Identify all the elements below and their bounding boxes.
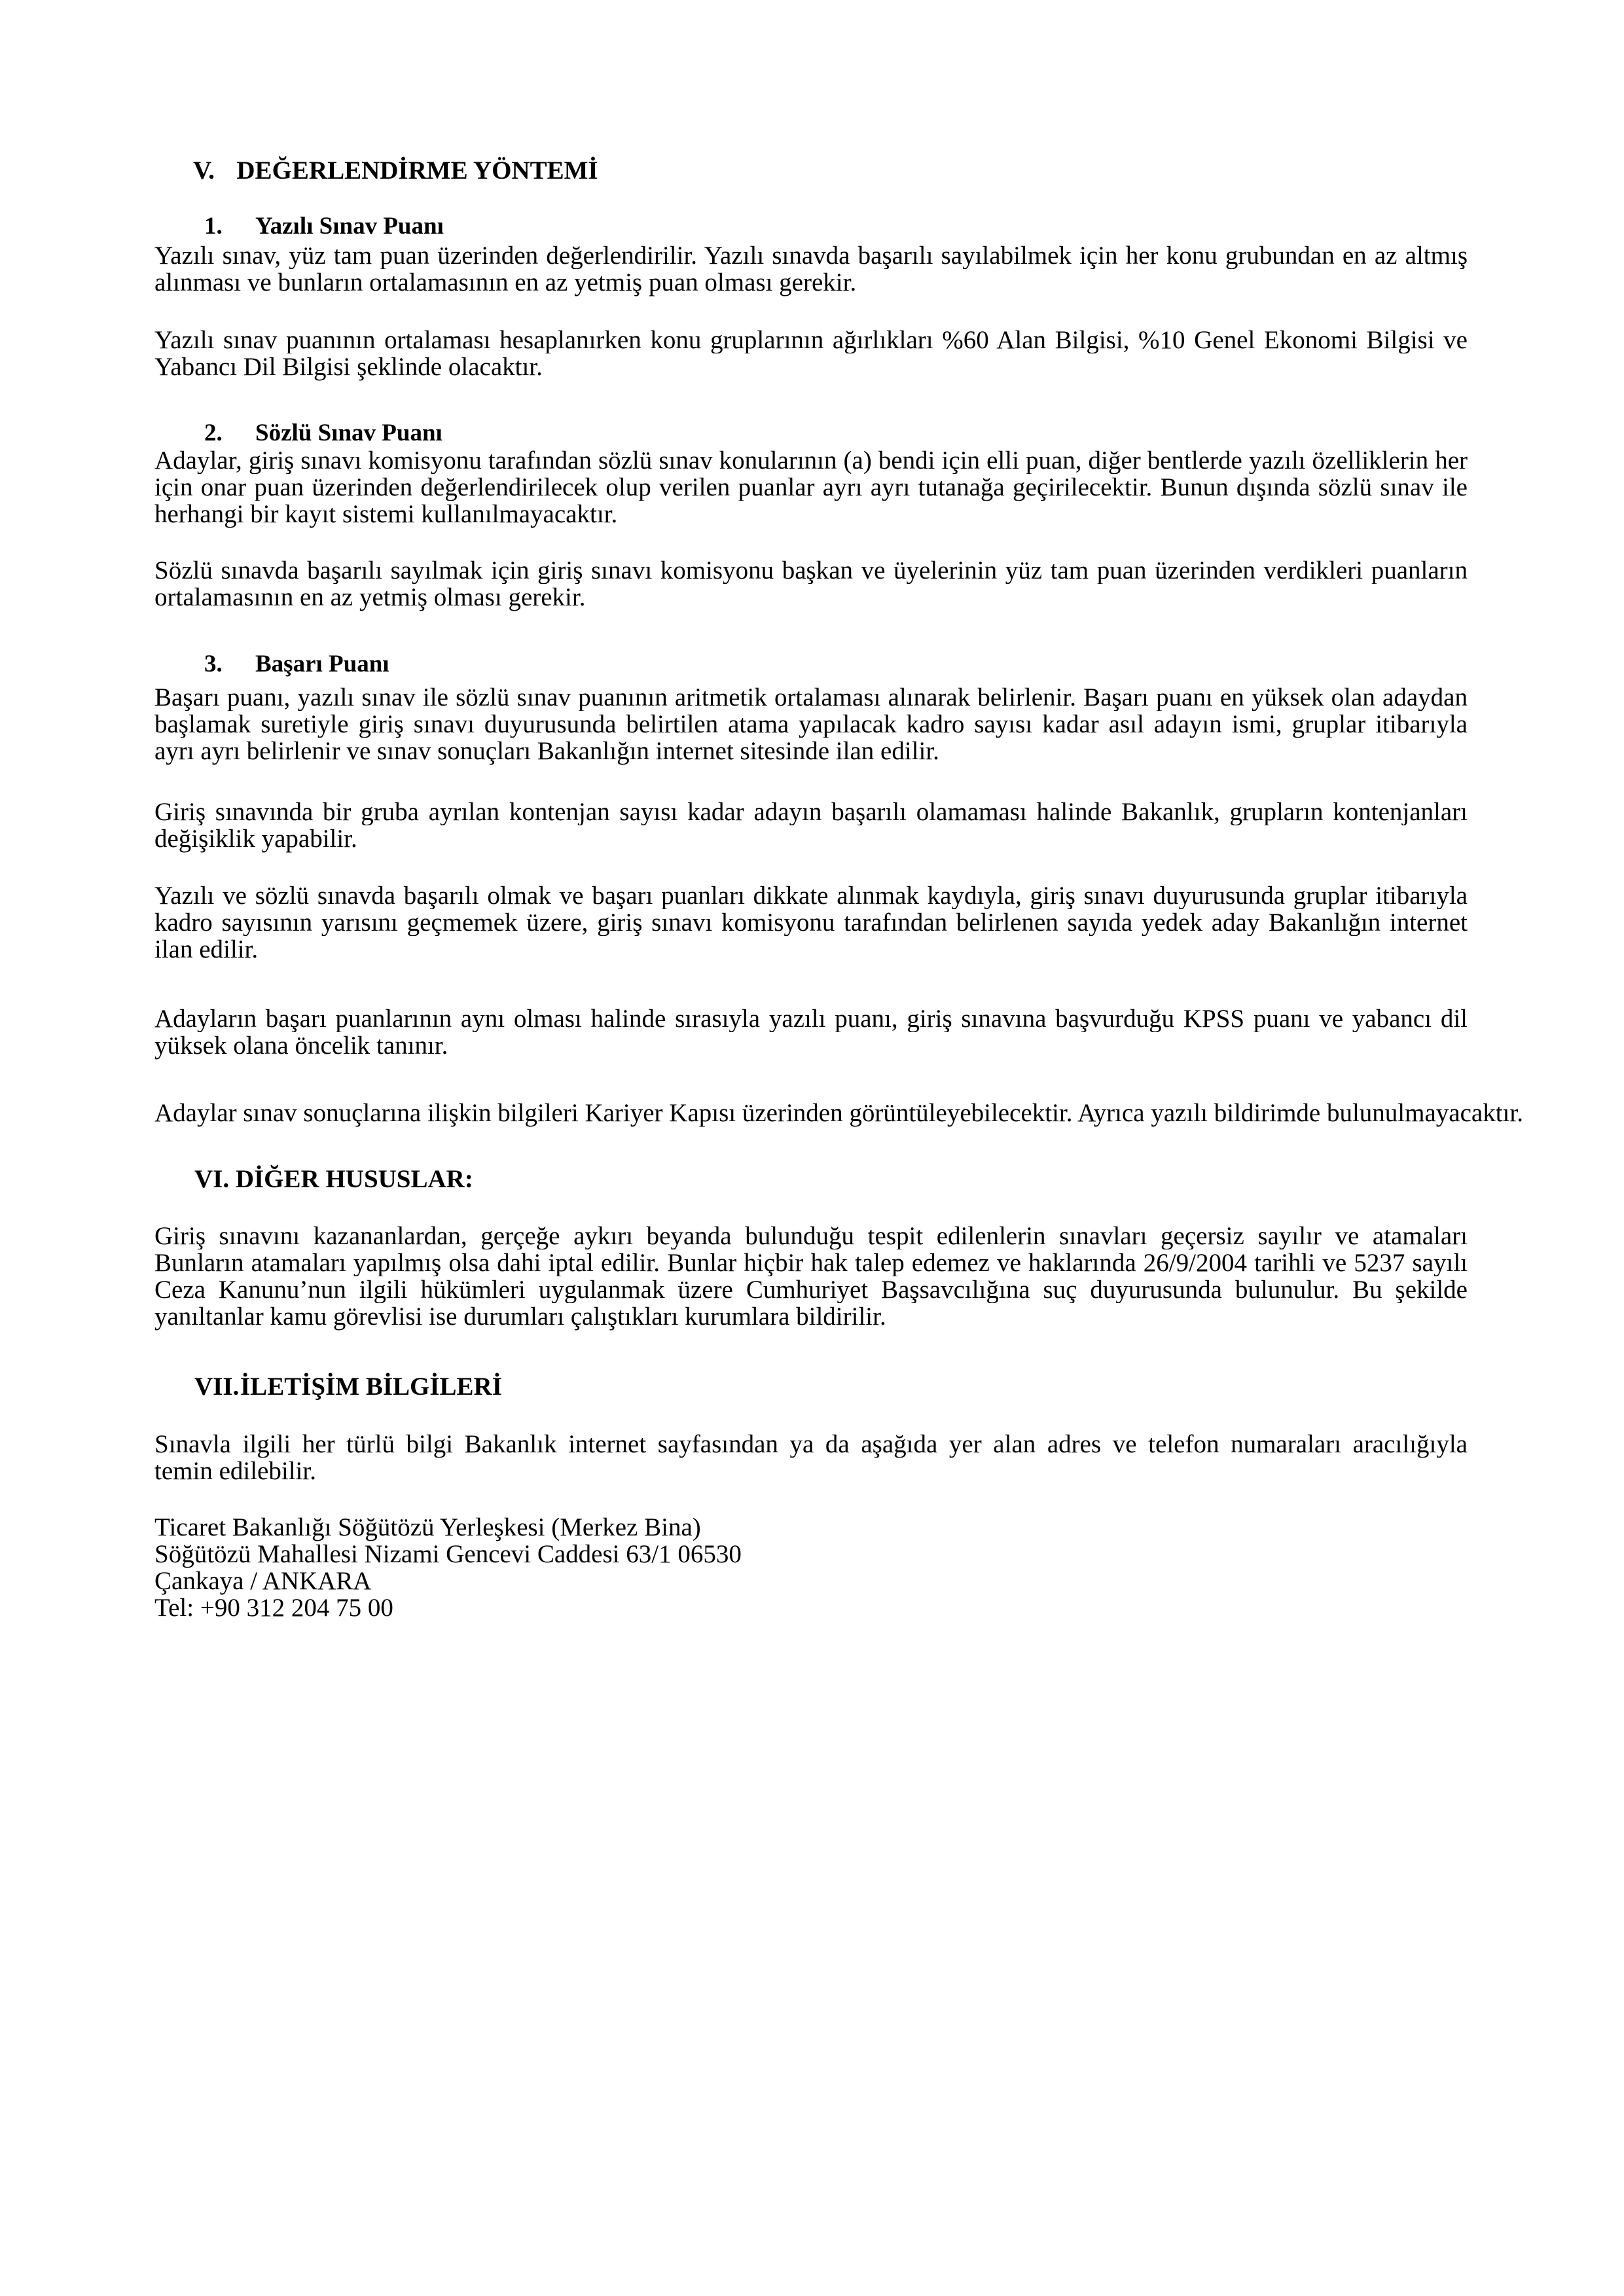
text-line: Yabancı Dil Bilgisi şeklinde olacaktır. <box>154 353 543 381</box>
text-line: Sözlü sınavda başarılı sayılmak için giriş sınavı komisyonu başkan ve üyelerinin yüz tam puan üzerinden verdikleri puanların <box>154 557 1468 584</box>
text-line: yüksek olana öncelik tanınır. <box>154 1031 448 1060</box>
text-line: Bunların atamaları yapılmış olsa dahi iptal edilir. Bunlar hiçbir hak talep edemez ve haklarında 26/9/2004 tarihli ve 5237 sayılı <box>154 1249 1468 1276</box>
text-line: Yazılı sınav puanının ortalaması hesaplanırken konu gruplarının ağırlıkları %60 Alan Bilgisi, %10 Genel Ekonomi Bilgisi ve <box>154 327 1468 353</box>
address-line: Çankaya / ANKARA <box>154 1567 372 1595</box>
subsection-3-heading <box>204 651 597 677</box>
text-line: değişiklik yapabilir. <box>154 825 357 853</box>
section-vi-title: DİĞER HUSUSLAR: <box>235 1165 473 1193</box>
section-vi-number: VI. <box>194 1165 230 1193</box>
text-line: Yazılı ve sözlü sınavda başarılı olmak ve başarı puanları dikkate alınmak kaydıyla, giriş sınavı duyurusunda gruplar itibarıyla <box>154 882 1468 909</box>
subsection-2-number: 2. <box>204 420 223 446</box>
text-line: Adayların başarı puanlarının aynı olması halinde sırasıyla yazılı puanı, giriş sınavına başvurduğu KPSS puanı ve yabancı dil <box>154 1005 1468 1032</box>
section-vii-number: VII. <box>194 1372 240 1401</box>
text-line: Giriş sınavını kazananlardan, gerçeğe aykırı beyanda bulunduğu tespit edilenlerin sınavları geçersiz sayılır ve atamaları <box>154 1223 1468 1249</box>
text-line: temin edilebilir. <box>154 1457 316 1485</box>
subsection-3-number: 3. <box>204 651 223 677</box>
text-line: alınması ve bunların ortalamasının en az yetmiş puan olması gerekir. <box>154 268 857 296</box>
section-vii-heading <box>194 1373 653 1400</box>
text-line: ayrı ayrı belirlenir ve sınav sonuçları Bakanlığın internet sitesinde ilan edilir. <box>154 737 939 765</box>
text-line: ilan edilir. <box>154 935 259 963</box>
subsection-2-title: Sözlü Sınav Puanı <box>255 420 442 446</box>
section-v-heading <box>193 157 598 184</box>
text-line: Giriş sınavında bir gruba ayrılan kontenjan sayısı kadar adayın başarılı olamaması halinde Bakanlık, grupların kontenjanları <box>154 798 1468 825</box>
text-line: başlamak suretiyle giriş sınavı duyurusunda belirtilen atama yapılacak kadro sayısı kadar asıl adayın ismi, gruplar itibarıyla <box>154 711 1468 738</box>
text-line: için onar puan üzerinden değerlendirilecek olup verilen puanlar ayrı ayrı tutanağa geçirilecektir. Bunun dışında sözlü sınav ile <box>154 474 1468 501</box>
address-line: Tel: +90 312 204 75 00 <box>154 1594 393 1622</box>
section-v-title: DEĞERLENDİRME YÖNTEMİ <box>236 156 598 185</box>
text-line: Başarı puanı, yazılı sınav ile sözlü sınav puanının aritmetik ortalaması alınarak belirlenir. Başarı puanı en yüksek olan adaydan <box>154 684 1468 711</box>
address-line: Söğütözü Mahallesi Nizami Gencevi Caddesi 63/1 06530 <box>154 1540 742 1568</box>
section-vii-title: İLETİŞİM BİLGİLERİ <box>240 1372 502 1401</box>
text-line: kadro sayısının yarısını geçmemek üzere, giriş sınavı komisyonu tarafından belirlenen sayıda yedek aday Bakanlığın internet <box>154 909 1468 936</box>
subsection-2-heading <box>204 420 597 446</box>
subsection-3-title: Başarı Puanı <box>255 651 389 677</box>
section-vi-heading <box>194 1166 473 1193</box>
text-line: herhangi bir kayıt sistemi kullanılmayacaktır. <box>154 500 618 528</box>
text-line: Adaylar sınav sonuçlarına ilişkin bilgileri Kariyer Kapısı üzerinden görüntüleyebilecektir. Ayrıca yazılı bildirimde bulunulmayacaktır. <box>154 1099 1523 1127</box>
text-line: Adaylar, giriş sınavı komisyonu tarafından sözlü sınav konularının (a) bendi için elli puan, diğer bentlerde yazılı özelliklerin her <box>154 447 1468 474</box>
text-line: yanıltanlar kamu görevlisi ise durumları çalıştıkları kurumlara bildirilir. <box>154 1302 886 1331</box>
subsection-1-title: Yazılı Sınav Puanı <box>255 213 444 240</box>
text-line: Ceza Kanunu’nun ilgili hükümleri uygulanmak üzere Cumhuriyet Başsavcılığına suç duyurusunda bulunulur. Bu şekilde <box>154 1276 1468 1303</box>
address-line: Ticaret Bakanlığı Söğütözü Yerleşkesi (Merkez Bina) <box>154 1513 701 1541</box>
subsection-1-number: 1. <box>204 213 223 240</box>
text-line: ortalamasının en az yetmiş olması gerekir. <box>154 583 586 611</box>
text-line: Yazılı sınav, yüz tam puan üzerinden değerlendirilir. Yazılı sınavda başarılı sayılabilmek için her konu grubundan en az altmış <box>154 242 1468 269</box>
subsection-1-heading <box>204 213 597 240</box>
section-v-number: V. <box>193 156 215 185</box>
text-line: Sınavla ilgili her türlü bilgi Bakanlık internet sayfasından ya da aşağıda yer alan adres ve telefon numaraları aracılığıyla <box>154 1431 1468 1458</box>
